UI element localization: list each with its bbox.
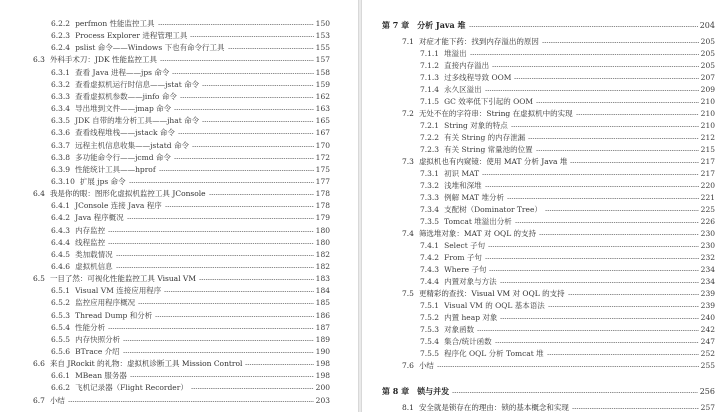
toc-entry [33, 393, 330, 406]
toc-entry-title: 内置对象与方法 [444, 277, 497, 286]
toc-entry-title: 有关 String 的内存泄漏 [444, 133, 526, 142]
toc-entry-title: 浅堆和深堆 [444, 181, 482, 190]
toc-entry-number: 7.2.2 [420, 133, 440, 142]
toc-entry-number: 6.3.1 [51, 68, 71, 77]
toc-entry-title: BTrace 介绍 [75, 347, 120, 356]
toc-entry-page: 182 [315, 262, 330, 271]
toc-entry-page: 209 [700, 85, 715, 94]
toc-entry-number: 6.3.3 [51, 92, 71, 101]
dot-leader [536, 149, 699, 152]
dot-leader [192, 145, 314, 148]
dot-leader [191, 387, 314, 390]
toc-entry-page: 210 [700, 121, 715, 130]
dot-leader [489, 269, 698, 272]
toc-entry-number: 7.3.3 [420, 193, 440, 202]
toc-entry-number: 第 7 章 [382, 20, 410, 30]
toc-entry-number: 6.3.2 [51, 80, 71, 89]
toc-entry-title: 线程监控 [75, 238, 106, 247]
toc-entry-page: 221 [700, 193, 715, 202]
toc-entry-page: 255 [700, 361, 715, 370]
dot-leader [545, 209, 699, 212]
toc-entry-title: Thread Dump 和分析 [75, 311, 153, 320]
toc-entry-page: 247 [700, 337, 715, 346]
toc-entry-title: 来自 JRockit 的礼物：虚拟机诊断工具 Mission Control [49, 359, 243, 368]
toc-entry-number: 7.2.3 [420, 145, 440, 154]
toc-entry-page: 150 [315, 19, 330, 28]
toc-entry-title: MBean 服务器 [75, 371, 127, 380]
toc-entry-number: 6.5.5 [51, 335, 71, 344]
dot-leader [548, 305, 699, 308]
toc-entry-page: 239 [700, 301, 715, 310]
toc-entry-number: 7.1.2 [420, 61, 440, 70]
dot-leader [127, 217, 314, 220]
toc-entry-page: 217 [700, 157, 715, 166]
toc-entry-page: 159 [315, 80, 330, 89]
toc-entry-title: 小结 [49, 396, 65, 405]
toc-entry-title: 虚拟机信息 [75, 262, 113, 271]
toc-entry-page: 210 [700, 109, 715, 118]
dot-leader [158, 23, 314, 26]
toc-entry-page: 177 [315, 177, 330, 186]
toc-entry-title: 对症才能下药：找到内存溢出的原因 [418, 37, 539, 46]
toc-entry-page: 217 [700, 169, 715, 178]
toc-entry-page: 158 [315, 68, 330, 77]
toc-entry-title: 远程主机信息收集——jstatd 命令 [75, 141, 189, 150]
toc-entry-number: 6.3.7 [51, 141, 71, 150]
dot-leader [542, 41, 699, 44]
toc-entry-title: 安全就是锁存在的理由：锁的基本概念和实现 [418, 403, 569, 412]
toc-entry-title: JDK 自带的堆分析工具——jhat 命令 [75, 116, 200, 125]
toc-entry-number: 6.5.2 [51, 298, 71, 307]
toc-entry-title: 扩展 jps 命令 [79, 177, 126, 186]
toc-entry [33, 52, 330, 65]
toc-entry-page: 178 [315, 189, 330, 198]
toc-entry-number: 6.5.1 [51, 286, 71, 295]
toc-entry-title: 类加载情况 [75, 250, 113, 259]
toc-entry-number: 6.5 [33, 274, 45, 283]
toc-entry-number: 6.5.4 [51, 323, 71, 332]
toc-entry-title: Where 子句 [444, 265, 487, 274]
dot-leader [130, 375, 314, 378]
toc-entry-page: 179 [315, 213, 330, 222]
dot-leader [178, 132, 314, 135]
toc-entry [51, 125, 330, 138]
dot-leader [515, 221, 699, 224]
toc-entry-title: 性能分析 [75, 323, 106, 332]
toc-entry-title: 分析 Java 堆 [417, 20, 466, 30]
dot-leader [539, 233, 699, 236]
toc-entry-title: 筛选堆对象：MAT 对 OQL 的支持 [418, 229, 537, 238]
toc-entry-number: 6.2.3 [51, 31, 71, 40]
dot-leader [492, 65, 699, 68]
toc-entry-number: 7.6 [402, 361, 414, 370]
toc-entry-title: 支配树（Dominator Tree） [444, 205, 542, 214]
toc-entry-page: 226 [700, 217, 715, 226]
toc-entry-page: 234 [700, 277, 715, 286]
toc-entry-page: 232 [700, 253, 715, 262]
dot-leader [570, 161, 698, 164]
toc-entry-page: 230 [700, 229, 715, 238]
dot-leader [485, 89, 699, 92]
dot-leader [172, 72, 313, 75]
dot-leader [108, 327, 314, 330]
toc-entry-page: 184 [315, 286, 330, 295]
toc-entry-title: 查看 Java 进程——jps 命令 [75, 68, 170, 77]
toc-entry-page: 205 [700, 37, 715, 46]
toc-entry-page: 220 [700, 181, 715, 190]
dot-leader [547, 353, 699, 356]
dot-leader [160, 59, 314, 62]
toc-entry-page: 256 [699, 387, 715, 396]
dot-leader [511, 125, 699, 128]
toc-entry-title: 永久区溢出 [444, 85, 482, 94]
toc-entry-number: 6.3 [33, 55, 45, 64]
toc-entry-number: 7.5.1 [420, 301, 440, 310]
toc-entry-number: 7.1.5 [420, 97, 440, 106]
toc-entry-page: 198 [315, 359, 330, 368]
toc-entry-page: 162 [315, 92, 330, 101]
toc-entry-page: 207 [700, 73, 715, 82]
dot-leader [165, 205, 314, 208]
toc-entry-title: perfmon 性能监控工具 [75, 19, 155, 28]
toc-entry-number: 6.4 [33, 189, 45, 198]
toc-entry-number: 6.2.2 [51, 19, 71, 28]
dot-leader [138, 302, 314, 305]
dot-leader [576, 113, 699, 116]
dot-leader [209, 193, 314, 196]
toc-entry-page: 204 [699, 21, 715, 30]
toc-entry-title: 飞机记录器（Flight Recorder） [75, 383, 188, 392]
toc-entry [402, 358, 715, 371]
toc-entry-number: 6.4.4 [51, 238, 71, 247]
toc-entry-page: 252 [700, 349, 715, 358]
toc-entry-number: 7.1 [402, 37, 414, 46]
toc-entry-page: 155 [315, 43, 330, 52]
toc-entry-title: 例解 MAT 堆分析 [444, 193, 505, 202]
dot-leader [470, 53, 699, 56]
toc-entry-page: 215 [700, 145, 715, 154]
toc-entry-page: 178 [315, 201, 330, 210]
dot-leader [507, 197, 699, 200]
toc-entry-page: 187 [315, 323, 330, 332]
dot-leader [528, 137, 699, 140]
dot-leader [488, 245, 699, 248]
toc-entry-page: 182 [315, 250, 330, 259]
toc-entry-page: 180 [315, 226, 330, 235]
dot-leader [123, 351, 314, 354]
toc-entry-page: 239 [700, 289, 715, 298]
toc-entry-title: From 子句 [444, 253, 482, 262]
toc-entry-page: 225 [700, 205, 715, 214]
toc-entry-number: 7.4.1 [420, 241, 440, 250]
toc-entry-number: 7.5.3 [420, 325, 440, 334]
toc-entry-page: 203 [315, 396, 330, 405]
toc-entry-number: 7.1.4 [420, 85, 440, 94]
toc-entry-number: 8.1 [402, 403, 414, 412]
toc-entry-title: 内存快照分析 [75, 335, 121, 344]
toc-entry [51, 210, 330, 223]
dot-leader [199, 278, 314, 281]
toc-entry-number: 7.3.2 [420, 181, 440, 190]
toc-entry-title: 集合/统计函数 [444, 337, 492, 346]
dot-leader [452, 391, 698, 394]
dot-leader [68, 400, 314, 403]
toc-entry-title: Visual VM 的 OQL 基本语法 [444, 301, 545, 310]
toc-entry-number: 7.3.4 [420, 205, 440, 214]
toc-entry [382, 384, 715, 397]
dot-leader [485, 257, 699, 260]
toc-entry-number: 7.2.1 [420, 121, 440, 130]
toc-entry-title: 对象函数 [444, 325, 475, 334]
toc-entry-number: 6.4.2 [51, 213, 71, 222]
toc-entry-page: 205 [700, 49, 715, 58]
toc-entry-number: 7.4.3 [420, 265, 440, 274]
toc-entry-number: 7.5.4 [420, 337, 440, 346]
toc-entry-page: 165 [315, 116, 330, 125]
toc-entry-title: 外科手术刀：JDK 性能监控工具 [49, 55, 157, 64]
toc-entry-page: 190 [315, 347, 330, 356]
dot-leader [190, 35, 313, 38]
dot-leader [202, 84, 314, 87]
toc-entry-number: 7.1.3 [420, 73, 440, 82]
dot-leader [228, 47, 314, 50]
toc-entry-page: 175 [315, 165, 330, 174]
toc-entry-page: 163 [315, 104, 330, 113]
dot-leader [180, 96, 314, 99]
toc-entry-title: 程序化 OQL 分析 Tomcat 堆 [444, 349, 544, 358]
toc-entry-number: 7.1.1 [420, 49, 440, 58]
dot-leader [536, 101, 699, 104]
toc-entry-title: 查看虚拟机运行时信息——jstat 命令 [75, 80, 200, 89]
toc-entry-title: 查看虚拟机参数——jinfo 命令 [75, 92, 177, 101]
toc-entry-title: 过多线程导致 OOM [444, 73, 512, 82]
toc-entry-number: 7.3.1 [420, 169, 440, 178]
toc-entry-title: Process Explorer 进程管理工具 [75, 31, 188, 40]
toc-entry-number: 6.4.6 [51, 262, 71, 271]
toc-entry-page: 212 [700, 133, 715, 142]
toc-entry-number: 6.3.5 [51, 116, 71, 125]
toc-entry-page: 230 [700, 241, 715, 250]
toc-entry-number: 7.2 [402, 109, 414, 118]
dot-leader [485, 185, 699, 188]
toc-entry-number: 6.2.4 [51, 43, 71, 52]
dot-leader [116, 266, 314, 269]
dot-leader [514, 77, 698, 80]
toc-entry-title: 多功能命令行——jcmd 命令 [75, 153, 171, 162]
dot-leader [572, 407, 699, 410]
dot-leader [500, 317, 698, 320]
toc-entry-number: 第 8 章 [382, 386, 410, 396]
toc-entry-page: 183 [315, 274, 330, 283]
toc-entry-title: GC 效率低下引起的 OOM [444, 97, 534, 106]
dot-leader [437, 365, 699, 368]
toc-entry-title: 性能统计工具——hprof [75, 165, 156, 174]
toc-entry-page: 242 [700, 325, 715, 334]
toc-entry-title: 初识 MAT [444, 169, 480, 178]
toc-entry-number: 7.5 [402, 289, 414, 298]
toc-entry-page: 234 [700, 265, 715, 274]
toc-entry-title: 内置 heap 对象 [444, 313, 498, 322]
toc-entry-page: 210 [700, 97, 715, 106]
toc-entry-page: 205 [700, 61, 715, 70]
toc-entry-number: 7.5.5 [420, 349, 440, 358]
toc-entry-number: 6.3.8 [51, 153, 71, 162]
toc-entry-number: 6.4.1 [51, 201, 71, 210]
toc-entry-page: 170 [315, 141, 330, 150]
toc-entry-title: 导出堆到文件——jmap 命令 [75, 104, 172, 113]
toc-entry-title: Visual VM 连接应用程序 [75, 286, 162, 295]
toc-entry-number: 7.4.2 [420, 253, 440, 262]
toc-entry-number: 6.3.4 [51, 104, 71, 113]
toc-entry-page: 257 [700, 403, 715, 412]
toc-entry-title: 内存监控 [75, 226, 106, 235]
dot-leader [245, 363, 313, 366]
dot-leader [202, 120, 314, 123]
toc-entry-title: pslist 命令——Windows 下也有命令行工具 [75, 43, 225, 52]
toc-entry-number: 6.4.5 [51, 250, 71, 259]
toc-entry-title: 有关 String 常量池的位置 [444, 145, 533, 154]
right-toc-page [362, 0, 720, 412]
toc-entry-page: 153 [315, 31, 330, 40]
toc-entry-page: 157 [315, 55, 330, 64]
toc-entry [51, 295, 330, 308]
toc-entry-title: Select 子句 [444, 241, 486, 250]
toc-entry-title: 锁与并发 [417, 386, 450, 396]
toc-entry-title: 直接内存溢出 [444, 61, 490, 70]
toc-entry-page: 189 [315, 335, 330, 344]
toc-entry-title: 一目了然：可视化性能监控工具 Visual VM [49, 274, 197, 283]
toc-entry [382, 18, 715, 31]
toc-entry-number: 6.7 [33, 396, 45, 405]
toc-entry-number: 7.5.2 [420, 313, 440, 322]
toc-entry-title: 无处不在的字符串：String 在虚拟机中的实现 [418, 109, 573, 118]
dot-leader [159, 169, 314, 172]
toc-entry-number: 6.3.9 [51, 165, 71, 174]
dot-leader [108, 230, 314, 233]
toc-entry-title: Java 程序概况 [75, 213, 124, 222]
toc-entry [402, 400, 715, 412]
toc-entry-number: 7.4.4 [420, 277, 440, 286]
toc-entry-number: 7.3 [402, 157, 414, 166]
dot-leader [477, 329, 699, 332]
dot-leader [155, 315, 313, 318]
left-toc-page [0, 0, 358, 412]
dot-leader [500, 281, 699, 284]
toc-entry-page: 167 [315, 128, 330, 137]
toc-entry-title: 堆溢出 [444, 49, 467, 58]
toc-entry-page: 180 [315, 238, 330, 247]
dot-leader [495, 341, 699, 344]
toc-entry-number: 6.6 [33, 359, 45, 368]
toc-entry-title: Tomcat 堆溢出分析 [444, 217, 512, 226]
toc-entry-title: 更精彩的查找：Visual VM 对 OQL 的支持 [418, 289, 565, 298]
toc-entry-title: 监控应用程序概况 [75, 298, 136, 307]
dot-leader [123, 339, 314, 342]
toc-entry-page: 172 [315, 153, 330, 162]
toc-entry [51, 380, 330, 393]
dot-leader [174, 108, 313, 111]
toc-entry-number: 6.6.2 [51, 383, 71, 392]
dot-leader [116, 254, 314, 257]
toc-entry-title: 查看线程堆栈——jstack 命令 [75, 128, 175, 137]
dot-leader [174, 157, 314, 160]
dot-leader [469, 25, 698, 28]
toc-entry-page: 198 [315, 371, 330, 380]
dot-leader [482, 173, 699, 176]
toc-entry-number: 6.3.6 [51, 128, 71, 137]
toc-entry-title: JConsole 连接 Java 程序 [75, 201, 162, 210]
toc-entry-number: 7.4 [402, 229, 414, 238]
toc-entry-page: 185 [315, 298, 330, 307]
toc-entry-number: 6.3.10 [51, 177, 75, 186]
toc-entry-number: 6.5.3 [51, 311, 71, 320]
dot-leader [568, 293, 699, 296]
toc-entry-number: 6.5.6 [51, 347, 71, 356]
toc-entry-page: 240 [700, 313, 715, 322]
toc-entry-title: 小结 [418, 361, 434, 370]
toc-entry-page: 200 [315, 383, 330, 392]
toc-entry-title: String 对象的特点 [444, 121, 508, 130]
toc-entry-number: 6.6.1 [51, 371, 71, 380]
toc-entry-number: 7.3.5 [420, 217, 440, 226]
toc-entry-title: 虚拟机也有内窥镜：使用 MAT 分析 Java 堆 [418, 157, 568, 166]
toc-entry-page: 186 [315, 311, 330, 320]
toc-entry-title: 我是你的眼：图形化虚拟机监控工具 JConsole [49, 189, 206, 198]
dot-leader [129, 181, 314, 184]
toc-entry-number: 6.4.3 [51, 226, 71, 235]
dot-leader [164, 290, 313, 293]
dot-leader [108, 242, 314, 245]
